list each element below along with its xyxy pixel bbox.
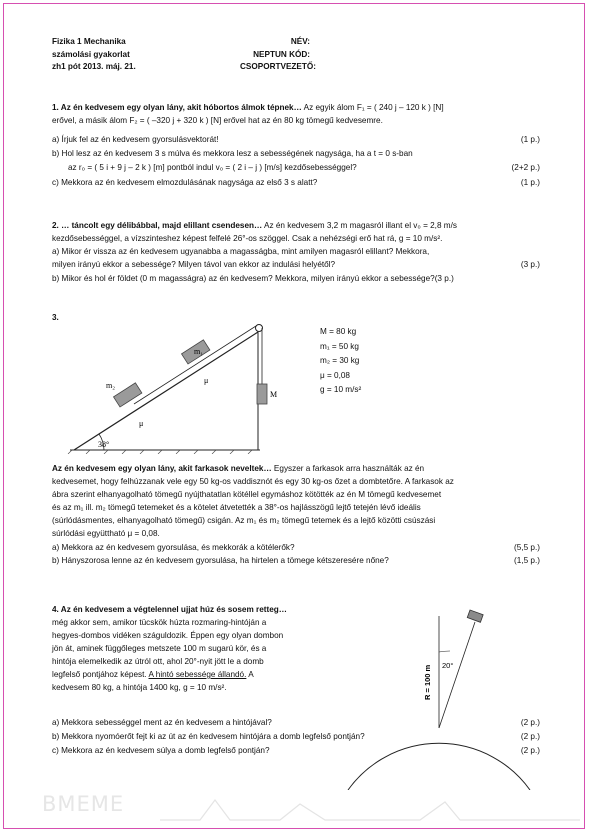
q4-radius-label: R = 100 m: [423, 664, 432, 700]
q3-incline-diagram: [60, 322, 300, 454]
hanging-mass-label: M: [270, 390, 278, 399]
q2-a-points: (3 p.): [520, 260, 540, 269]
q4-b-points: (2 p.): [520, 732, 540, 741]
given-g: g = 10 m/s²: [320, 385, 362, 394]
q4-line6-end: A: [246, 670, 254, 679]
carriage: [467, 610, 483, 622]
q1-intro-bold: 1. Az én kedvesem egy olyan lány, akit hóbortos álmok tépnek…: [52, 103, 302, 112]
q1-b-text: az r₀ = ( 5 i + 9 j – 2 k ) [m] pontból indul v₀ = ( 2 i – j ) [m/s] kezdősebességgel?: [68, 163, 357, 172]
q3-para-line4: és az m₁ ill. m₂ tömegű tetemeket és a kötelet átvetették a 38°-os hajlásszögű lejtő tetején lévő ideális: [52, 503, 421, 512]
ground-hatch: [68, 450, 252, 454]
q4-line3: hegyes-dombos vidéken száguldozik. Éppen egy olyan dombon: [52, 631, 284, 640]
q2-line2: kezdősebességgel, a vízszinteshez képest felfelé 26°-os szöggel. Csak a nehézségi erő hat rá, g = 10 m/s².: [52, 234, 443, 243]
q1-c-points: (1 p.): [520, 178, 540, 187]
incline-surface: [74, 332, 258, 450]
q4-hill-diagram: [342, 600, 552, 790]
q4-title: 4. Az én kedvesem a végtelennel ujjat húz és sosem retteg…: [52, 605, 287, 614]
q1-part-b-line2: [68, 162, 540, 175]
q1-a-text: a) Írjuk fel az én kedvesem gyorsulásvektorát!: [52, 135, 219, 144]
q1-intro-line2: erővel, a másik álom F₂ = ( –320 j + 320 k ) [N] erővel hat az én 80 kg tömegű kedvesemre.: [52, 116, 383, 125]
course-title: Fizika 1 Mechanika: [52, 37, 126, 46]
q3-para-line1: [52, 463, 540, 476]
header-right: [240, 36, 316, 74]
neptun-label: NEPTUN KÓD:: [253, 49, 310, 59]
pulley: [256, 325, 263, 332]
header-left: [52, 36, 136, 74]
q4-a-points: (2 p.): [520, 718, 540, 727]
q4-line4: jön át, aminek függőleges metszete 100 m sugarú kör, és a: [52, 644, 267, 653]
q4-line5: hintója elemelkedik az útról ott, ahol 20°-nyit jött le a domb: [52, 657, 264, 666]
group-leader-label: CSOPORTVEZETŐ:: [240, 62, 316, 72]
q3-intro-rest: Egyszer a farkasok arra használták az én: [271, 464, 425, 473]
mu-label-lower: μ: [139, 419, 144, 428]
given-m2: m₂ = 30 kg: [320, 356, 360, 365]
q4-angle-label: 20°: [442, 661, 454, 670]
q4-constant-speed: A hintó sebessége állandó.: [148, 670, 247, 679]
q1-a-points: (1 p.): [520, 135, 540, 144]
q3-a-points: (5,5 p.): [514, 543, 540, 552]
q3-para-line2: kedvesemet, hogy felhúzzanak vele egy 50 kg-os vaddisznót és egy 30 kg-os őzet a dombtetőre. A farkasok az: [52, 477, 454, 486]
block-m2: [114, 383, 142, 407]
q3-para-line3: ábra szerint elhanyagolható tömegű nyújthatatlan kötéllel egymáshoz kötötték az én M tömegű kedvesemet: [52, 490, 442, 499]
q4-c-text: c) Mekkora az én kedvesem súlya a domb legfelső pontján?: [52, 746, 270, 755]
q4-line7: kedvesem 80 kg, a hintója 1400 kg, g = 10 m/s².: [52, 683, 227, 692]
hanging-mass: [257, 384, 267, 404]
q1-part-a: [52, 134, 540, 147]
q3-number: 3.: [52, 313, 59, 322]
q3-givens: [320, 325, 361, 398]
q4-c-points: (2 p.): [520, 746, 540, 755]
mu-label-upper: μ: [204, 376, 209, 385]
q2-intro-bold: 2. … táncolt egy délibábbal, majd elillant csendesen…: [52, 221, 263, 230]
q1-part-b-line1: b) Hol lesz az én kedvesem 3 s múlva és mekkora lesz a sebességének nagysága, ha a t = 0 s-ban: [52, 149, 413, 158]
q4-b-text: b) Mekkora nyomóerőt fejt ki az út az én kedvesem hintójára a domb legfelső pontján?: [52, 732, 365, 741]
course-subtitle: számolási gyakorlat: [52, 49, 130, 59]
q3-intro-bold: Az én kedvesem egy olyan lány, akit farkasok neveltek…: [52, 464, 272, 473]
q1-intro-rest: Az egyik álom F₁ = ( 240 j – 120 k ) [N]: [301, 103, 444, 112]
q1-intro-line1: [52, 102, 540, 115]
radius-angled: [439, 622, 475, 728]
q3-para-line6: súrlódási együttható μ = 0,08.: [52, 529, 160, 538]
q2-a-text: milyen irányú ekkor a sebessége? Milyen távol van ekkor az indulási helyétől?: [52, 260, 336, 269]
block-m2-label: m₂: [106, 381, 116, 390]
q3-b-text: b) Hányszorosa lenne az én kedvesem gyorsulása, ha hirtelen a tömege kétszeresére nőne?: [52, 556, 389, 565]
q3-part-a: [52, 542, 540, 555]
q2-line4: [52, 259, 540, 272]
q2-line3: a) Mikor ér vissza az én kedvesem ugyanabba a magasságba, mint amilyen magasról elillant? Mekkora,: [52, 247, 430, 256]
q4-line2: még akkor sem, amikor tücskök húzta rozmaring-hintóján a: [52, 618, 267, 627]
watermark-logo: BMEME: [42, 792, 125, 816]
q4-part-a: [52, 717, 540, 730]
watermark-decoration: [160, 796, 580, 822]
given-m1: m₁ = 50 kg: [320, 341, 359, 351]
given-mu: μ = 0,08: [320, 370, 350, 380]
q3-part-b: [52, 555, 540, 568]
given-M: M = 80 kg: [320, 327, 357, 336]
block-m1-label: m₁: [194, 347, 204, 356]
q4-part-c: [52, 745, 540, 758]
q3-para-line5: (súrlódásmentes, elhanyagolható tömegű) csigán. Az m₁ és m₂ tömegű tetemek és a lejtő közötti csúszási: [52, 516, 436, 525]
q3-a-text: a) Mekkora az én kedvesem gyorsulása, és mekkorák a kötélerők?: [52, 543, 295, 552]
q4-part-b: [52, 731, 540, 744]
name-label: NÉV:: [290, 37, 310, 46]
q2-line1: [52, 220, 540, 233]
q2-line5: b) Mikor és hol ér földet (0 m magasságra) az én kedvesem? Mekkora, milyen irányú ekkor a sebessége?(3 p.): [52, 274, 454, 283]
q4-angle-arc: [439, 651, 450, 652]
q1-c-text: c) Mekkora az én kedvesem elmozdulásának nagysága az első 3 s alatt?: [52, 178, 318, 187]
q1-part-c: [52, 177, 540, 190]
q4-line6-text: legfelső pontjához képest.: [52, 670, 147, 679]
q4-a-text: a) Mekkora sebességgel ment az én kedvesem a hintójával?: [52, 718, 272, 727]
rope-incline: [134, 326, 256, 404]
q1-b-points: (2+2 p.): [511, 163, 540, 172]
q3-b-points: (1,5 p.): [514, 556, 540, 565]
q2-intro-rest: Az én kedvesem 3,2 m magasról illant el v₀ = 2,8 m/s: [262, 221, 457, 230]
q4-line6: [52, 669, 254, 682]
angle-label: 38°: [98, 440, 110, 449]
exam-date: zh1 pót 2013. máj. 21.: [52, 62, 136, 72]
